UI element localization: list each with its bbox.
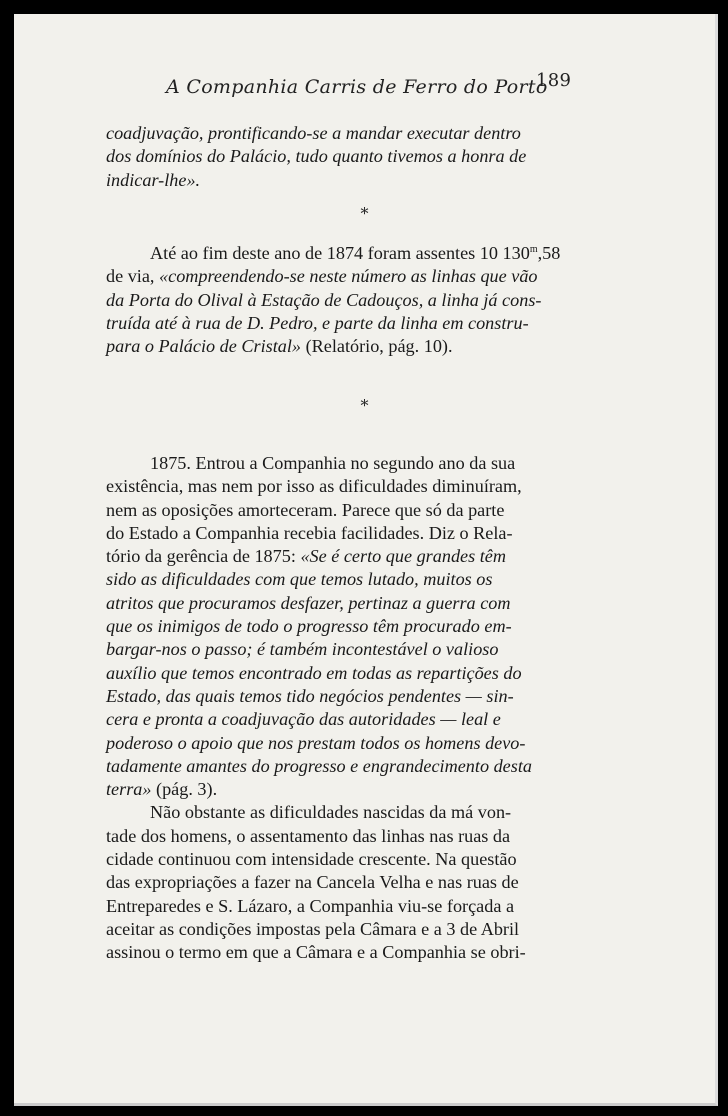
text-span: de via, (106, 266, 160, 287)
text-line: aceitar as condições impostas pela Câmara e a 3 de Abril (106, 918, 520, 939)
text-line: coadjuvação, prontificando-se a mandar executar dentro (106, 123, 521, 143)
text-line: 1875. Entrou a Companhia no segundo ano da sua (150, 453, 516, 473)
page-number: 189 (536, 70, 572, 91)
text-line: auxílio que temos encontrado em todas as repartições do (106, 662, 522, 683)
text-line: Estado, das quais temos tido negócios pendentes — sin- (106, 685, 514, 706)
text-line (106, 778, 578, 801)
text-line (106, 242, 578, 265)
text-line: indicar-lhe». (106, 169, 201, 190)
text-line: existência, mas nem por isso as dificuldades diminuíram, (106, 476, 522, 497)
text-line (106, 545, 578, 568)
paragraph-1875 (106, 452, 578, 965)
page-header (14, 70, 715, 106)
book-page (14, 14, 718, 1106)
text-span: ,58 (537, 243, 561, 263)
text-line: das expropriações a fazer na Cancela Velha e nas ruas de (106, 872, 519, 893)
text-line: dos domínios do Palácio, tudo quanto tivemos a honra de (106, 146, 527, 167)
section-separator: * (360, 396, 369, 415)
text-line: que os inimigos de todo o progresso têm procurado em- (106, 616, 512, 637)
text-span: tório da gerência de 1875: (106, 546, 301, 567)
text-line: do Estado a Companhia recebia facilidades. Diz o Rela- (106, 522, 513, 543)
text-line: tadamente amantes do progresso e engrandecimento desta (106, 755, 532, 776)
paragraph-quote-continuation (106, 122, 578, 192)
text-line (106, 265, 578, 288)
text-line: cera e pronta a coadjuvação das autoridades — leal e (106, 709, 501, 730)
text-line: Não obstante as dificuldades nascidas da má von- (150, 802, 512, 823)
text-line: da Porta do Olival à Estação de Cadouços, a linha já cons- (106, 289, 542, 310)
text-line: atritos que procuramos desfazer, pertinaz a guerra com (106, 592, 511, 613)
text-line (106, 335, 578, 358)
text-line: nem as oposições amorteceram. Parece que só da parte (106, 499, 505, 520)
running-head: A Companhia Carris de Ferro do Porto (166, 76, 548, 98)
text-line: truída até à rua de D. Pedro, e parte da linha em constru- (106, 312, 529, 333)
italic-span: terra» (106, 779, 152, 800)
text-line: cidade continuou com intensidade crescente. Na questão (106, 849, 517, 870)
italic-span: «Se é certo que grandes têm (300, 546, 506, 567)
text-span: Até ao fim deste ano de 1874 foram assentes 10 130 (150, 243, 530, 263)
text-line: poderoso o apoio que nos prestam todos os homens devo- (106, 732, 526, 753)
text-line: sido as dificuldades com que temos lutado, muitos os (106, 569, 493, 590)
text-line: bargar-nos o passo; é também incontestável o valioso (106, 639, 499, 660)
italic-span: «compreendendo-se neste número as linhas que vão (159, 266, 538, 287)
text-line: Entreparedes e S. Lázaro, a Companhia viu-se forçada a (106, 895, 515, 916)
paragraph-1874 (106, 242, 578, 358)
text-span: (Relatório, pág. 10). (301, 336, 453, 357)
text-span: (pág. 3). (151, 779, 218, 800)
italic-span: para o Palácio de Cristal» (106, 336, 302, 357)
superscript: m (529, 243, 538, 255)
text-line: tade dos homens, o assentamento das linhas nas ruas da (106, 825, 511, 846)
section-separator: * (360, 204, 369, 223)
text-line: assinou o termo em que a Câmara e a Companhia se obri- (106, 942, 526, 963)
